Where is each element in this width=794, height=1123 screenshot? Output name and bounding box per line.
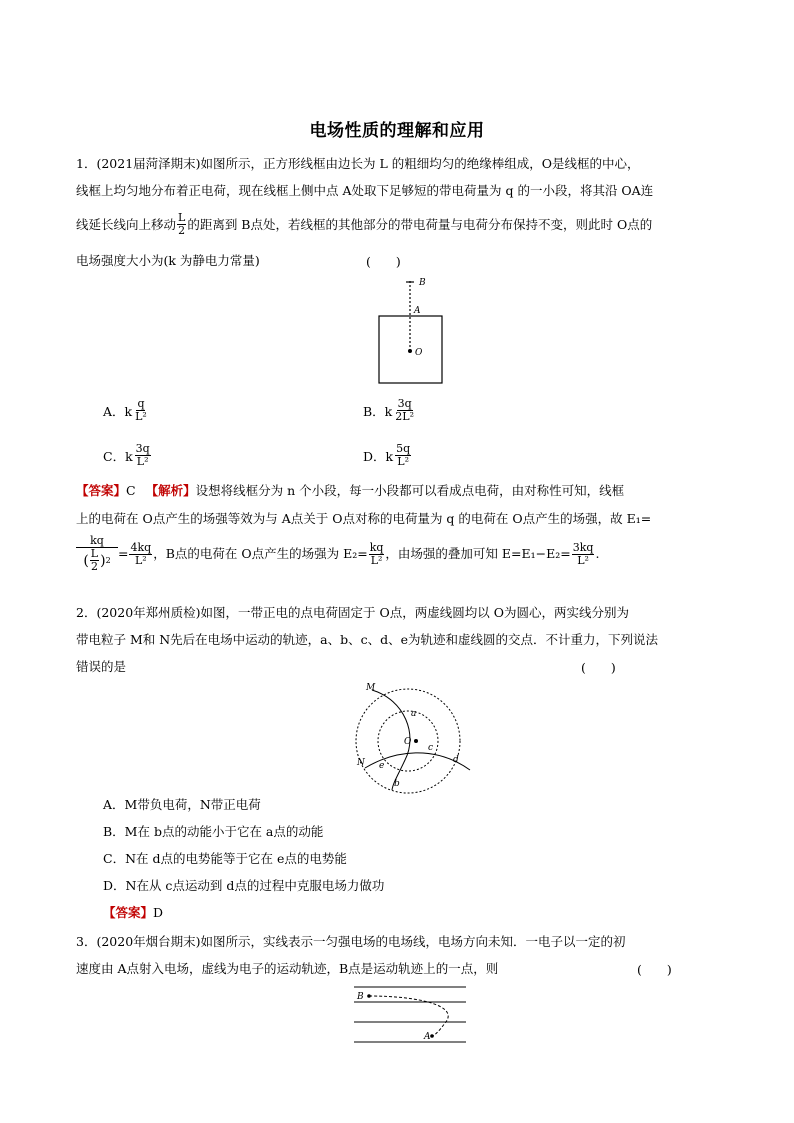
option-label: D．k [363,448,394,464]
answer-value: C [126,483,136,498]
label-a: A [424,1032,431,1042]
fraction-numerator: kq [76,535,118,548]
trajectory-m [372,690,410,790]
q3-line-2: 速度由 A点射入电场，虚线为电子的运动轨迹，B点是运动轨迹上的一点，则 [76,961,499,976]
outer-dashed-circle [356,689,460,793]
fraction-numerator: 3q [397,397,412,410]
label-b: B [419,278,426,288]
page-title: 电场性质的理解和应用 [309,121,485,141]
analysis-text-1: 设想将线框分为 n 个小段，每一小段都可以看成点电荷，由对称性可知，线框 [195,483,625,498]
fraction-denominator: 2 [90,560,98,573]
q1-option-a[interactable] [103,398,149,423]
q2-answer-blank: ( ) [581,660,616,675]
electron-trajectory [369,996,448,1036]
label-a: a [411,709,417,719]
label-a: A [414,306,421,316]
q1-line-3-text-a: 线延长线向上移动 [76,216,177,232]
square-frame [379,316,442,383]
option-label: B．k [363,403,393,419]
q1-option-b[interactable] [363,398,416,423]
fraction-numerator: 4kq [130,540,152,554]
label-m: M [366,683,376,693]
answer-value: D [153,905,164,920]
q1-line-4: 电场强度大小为(k 为静电力常量) [76,253,260,268]
analysis-end: . [595,546,600,561]
equals-sign: = [118,546,129,561]
fraction-numerator: q [137,397,145,410]
q1-line-3-text-b: 的距离到 B点处，若线框的其他部分的带电荷量与电荷分布保持不变，则此时 O点的 [187,216,653,232]
fraction-numerator: L [90,547,99,560]
option-label: A．k [103,403,133,419]
q1-line-1: 1．(2021届菏泽期末)如图所示，正方形线框由边长为 L 的粗细均匀的绝缘棒组成，O是线框的中心， [76,156,640,171]
q1-answer-line [76,482,624,500]
option-label: C．k [103,448,133,464]
fraction-numerator: 3kq [572,540,594,554]
analysis-mid-text-2: ，由场强的叠加可知 E=E₁−E₂= [385,546,571,561]
label-n: N [357,758,365,768]
fraction-denominator: L² [136,455,149,468]
answer-tag: 【答案】 [76,483,127,498]
center-point-o [408,349,412,353]
q1-option-c[interactable] [103,443,152,468]
q1-analysis-line-3 [76,536,599,572]
analysis-mid-text: ，B点的电荷在 O点产生的场强为 E₂= [153,546,368,561]
fraction-numerator: kq [369,540,384,554]
q2-option-b[interactable]: B．M在 b点的动能小于它在 a点的动能 [103,824,324,839]
label-o: O [415,348,423,358]
fraction-denominator: 2 [178,224,186,237]
q1-option-d[interactable] [363,443,412,468]
fraction-numerator: 5q [396,442,411,455]
point-b [367,994,371,998]
label-b: B [357,992,364,1002]
fraction-numerator: L [178,211,186,224]
l-over-2-fraction [90,548,99,573]
q3-line-1: 3．(2020年烟台期末)如图所示，实线表示一匀强电场的电场线，电场方向未知．一电子以一定的初 [76,934,626,949]
fraction-denominator: L² [370,553,383,567]
q2-option-d[interactable]: D．N在从 c点运动到 d点的过程中克服电场力做功 [103,878,385,893]
q1-analysis-line-2: 上的电荷在 O点产生的场强等效为与 A点关于 O点对称的电荷量为 q 的电荷在 O点产生的场强，故 E₁= [76,511,652,526]
q1-line-3 [76,212,652,237]
q1-answer-blank: ( ) [366,254,401,269]
fraction-denominator: ( $\frac{L}{2}$ ) 2 [83,547,111,573]
fraction-denominator: L² [134,553,147,567]
inner-dashed-circle [378,711,438,771]
q1-l-over-2-fraction [177,212,186,237]
fraction-numerator: 3q [135,442,150,455]
label-e: e [379,761,385,771]
q2-line-1: 2．(2020年郑州质检)如图，一带正电的点电荷固定于 O点，两虚线圆均以 O为圆心，两实线分别为 [76,605,629,620]
analysis-tag: 【解析】 [145,483,196,498]
exponent: 2 [105,555,111,565]
label-d: d [453,755,459,765]
label-o: O [404,737,412,747]
fraction-denominator: L² [135,410,147,423]
q2-answer-line [103,904,163,922]
q1-line-2: 线框上均匀地分布着正电荷，现在线框上侧中点 A处取下足够短的带电荷量为 q 的一小段，将其沿 OA连 [76,183,654,198]
q2-line-3: 错误的是 [76,659,127,674]
label-c: c [428,743,434,753]
kq-over-l-half-squared [77,535,117,573]
q2-option-a[interactable]: A．M带负电荷，N带正电荷 [103,797,261,812]
fraction-denominator: L² [397,455,409,468]
point-a [430,1034,434,1038]
trajectory-n [365,753,470,770]
fraction-denominator: 2L² [395,410,414,423]
answer-tag: 【答案】 [103,905,154,920]
q2-option-c[interactable]: C．N在 d点的电势能等于它在 e点的电势能 [103,851,347,866]
label-b: b [394,779,400,789]
q2-line-2: 带电粒子 M和 N先后在电场中运动的轨迹，a、b、c、d、e为轨迹和虚线圆的交点．不计重力，下列说法 [76,632,659,647]
fraction-denominator: L² [577,553,589,567]
point-charge-o [414,739,418,743]
q3-answer-blank: ( ) [637,962,672,977]
